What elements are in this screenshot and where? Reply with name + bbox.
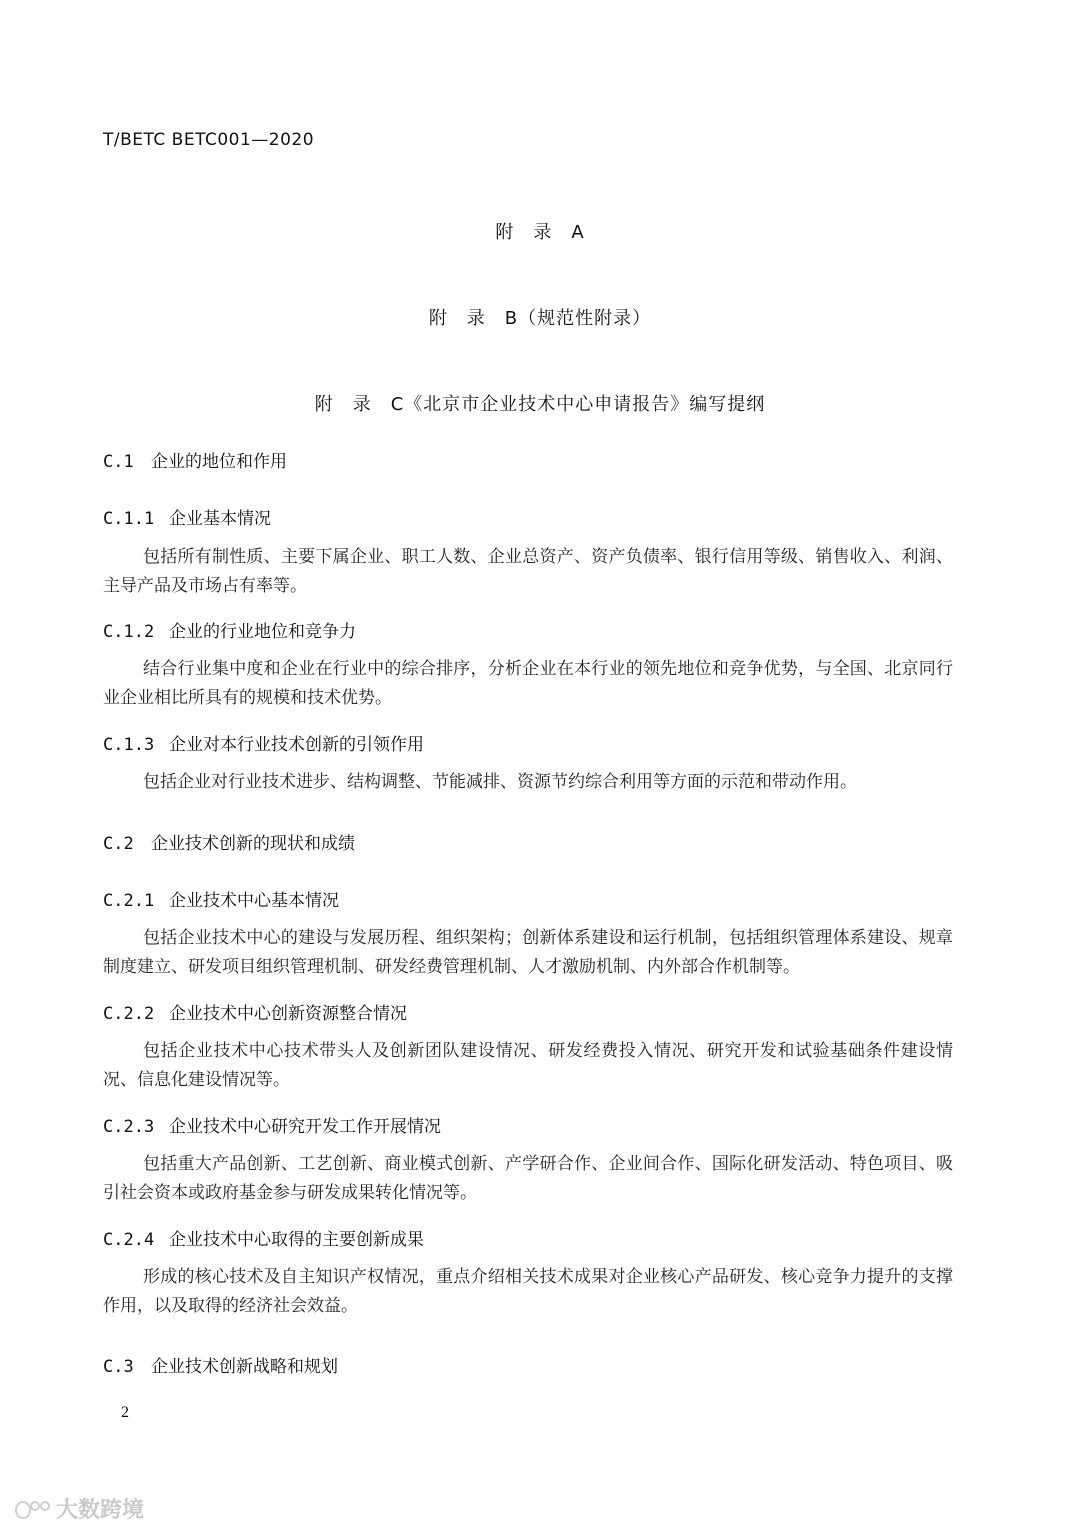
- subsection-number: C.1.2: [103, 622, 155, 642]
- section-heading: [103, 447, 287, 472]
- appendix-b-title: 附 录 B（规范性附录）: [428, 308, 652, 329]
- subsection-heading: [103, 886, 339, 911]
- subsection-number: C.2.3: [103, 1117, 155, 1137]
- watermark-text: 大数跨境: [56, 1498, 145, 1523]
- subsection-title: 企业技术中心基本情况: [169, 891, 339, 911]
- subsection-heading: [103, 1225, 424, 1250]
- appendix-c-title: 附 录 C《北京市企业技术中心申请报告》编写提纲: [314, 394, 766, 415]
- subsection-heading: [103, 730, 424, 755]
- subsection-title: 企业技术中心创新资源整合情况: [169, 1004, 407, 1024]
- subsection-number: C.2.4: [103, 1230, 155, 1250]
- subsection-number: C.2.1: [103, 891, 155, 911]
- watermark: [14, 1493, 144, 1524]
- section-heading: [103, 1352, 338, 1377]
- document-code: T/BETC BETC001—2020: [103, 130, 315, 150]
- section-number: C.1: [103, 452, 134, 472]
- paragraph: 包括企业技术中心技术带头人及创新团队建设情况、研发经费投入情况、研究开发和试验基础条件建设情况、信息化建设情况等。: [103, 1041, 953, 1090]
- subsection-number: C.1.1: [103, 509, 155, 529]
- subsection-heading: [103, 999, 407, 1024]
- paragraph: 包括企业技术中心的建设与发展历程、组织架构；创新体系建设和运行机制，包括组织管理体系建设、规章制度建立、研发项目组织管理机制、研发经费管理机制、人才激励机制、内外部合作机制等。: [103, 928, 953, 977]
- subsection-title: 企业技术中心取得的主要创新成果: [169, 1230, 424, 1250]
- subsection-title: 企业的行业地位和竞争力: [169, 622, 356, 642]
- subsection-heading: [103, 504, 271, 529]
- section-title: 企业技术创新的现状和成绩: [151, 834, 355, 854]
- subsection-number: C.2.2: [103, 1004, 155, 1024]
- section-number: C.3: [103, 1357, 134, 1377]
- section-heading: [103, 829, 355, 854]
- watermark-logo-icon: [14, 1498, 52, 1520]
- page-number: 2: [121, 1404, 129, 1421]
- subsection-title: 企业技术中心研究开发工作开展情况: [169, 1117, 441, 1137]
- section-number: C.2: [103, 834, 134, 854]
- subsection-title: 企业对本行业技术创新的引领作用: [169, 735, 424, 755]
- subsection-number: C.1.3: [103, 735, 155, 755]
- section-title: 企业的地位和作用: [151, 452, 287, 472]
- paragraph: 包括重大产品创新、工艺创新、商业模式创新、产学研合作、企业间合作、国际化研发活动、特色项目、吸引社会资本或政府基金参与研发成果转化情况等。: [103, 1154, 953, 1203]
- subsection-heading: [103, 617, 356, 642]
- paragraph: 包括所有制性质、主要下属企业、职工人数、企业总资产、资产负债率、银行信用等级、销售收入、利润、主导产品及市场占有率等。: [103, 547, 953, 596]
- paragraph: 形成的核心技术及自主知识产权情况，重点介绍相关技术成果对企业核心产品研发、核心竞争力提升的支撑作用，以及取得的经济社会效益。: [103, 1267, 953, 1316]
- subsection-title: 企业基本情况: [169, 509, 271, 529]
- paragraph: 包括企业对行业技术进步、结构调整、节能减排、资源节约综合利用等方面的示范和带动作用。: [143, 772, 857, 792]
- subsection-heading: [103, 1112, 441, 1137]
- appendix-a-title: 附 录 A: [495, 222, 585, 243]
- paragraph: 结合行业集中度和企业在行业中的综合排序，分析企业在本行业的领先地位和竞争优势，与全国、北京同行业企业相比所具有的规模和技术优势。: [103, 659, 953, 708]
- section-title: 企业技术创新战略和规划: [151, 1357, 338, 1377]
